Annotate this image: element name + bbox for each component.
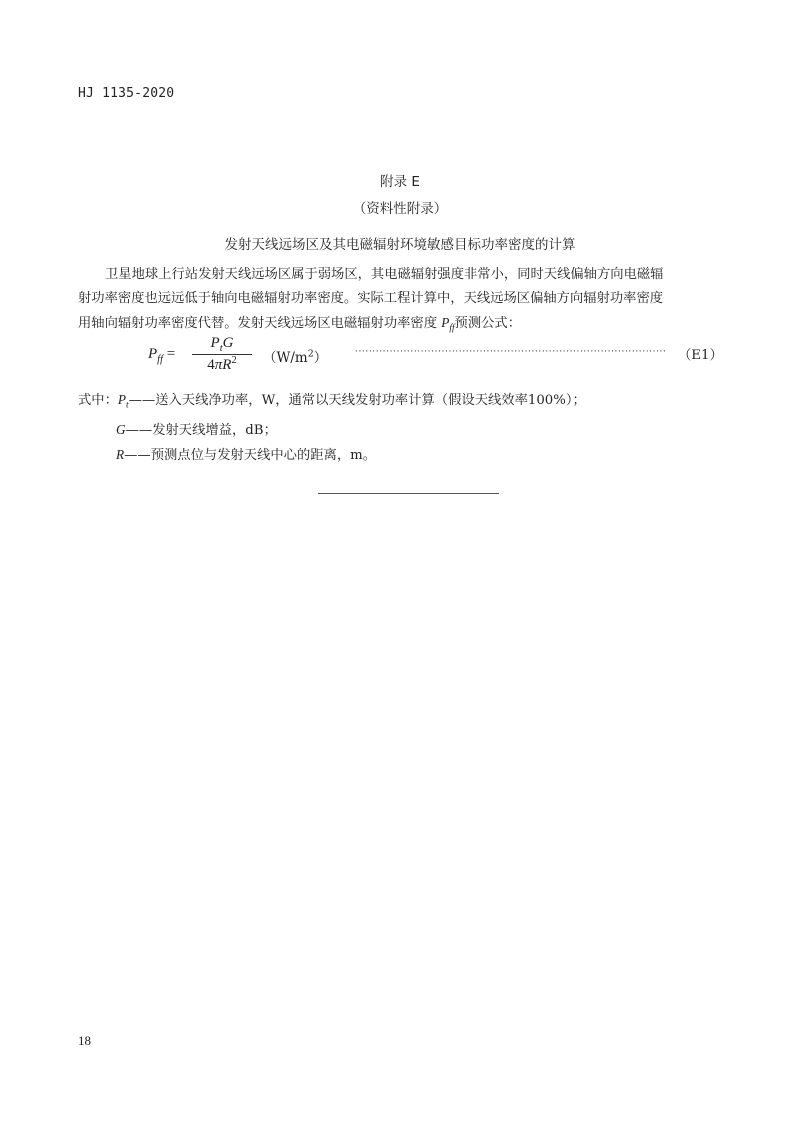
def-text: ——预测点位与发射天线中心的距离，m。: [124, 447, 377, 463]
variable-definitions: [78, 388, 586, 468]
def-symbol: G: [116, 421, 126, 437]
numerator-p-sub: t: [219, 343, 223, 354]
end-rule-divider: [318, 493, 499, 494]
numerator-p: P: [210, 335, 220, 351]
paragraph-line: 卫星地球上行站发射天线远场区属于弱场区，其电磁辐射强度非常小，同时天线偏轴方向电磁辐: [105, 267, 664, 282]
paragraph-tail: 预测公式：: [454, 316, 522, 331]
def-symbol: P: [117, 392, 127, 407]
formula-fraction: [190, 335, 254, 374]
formula-denominator: [190, 355, 254, 374]
symbol-sub-ff: ff: [449, 323, 455, 334]
unit-exp: 2: [307, 348, 314, 360]
leader-dots: ··························································································: [355, 347, 667, 357]
standard-code-header: HJ 1135-2020: [78, 86, 175, 101]
denominator-4: 4: [207, 357, 215, 373]
denominator-exp: 2: [231, 355, 237, 366]
page-number: 18: [78, 1033, 91, 1048]
definition-pt: [78, 388, 586, 418]
numerator-g: G: [222, 335, 234, 351]
formula-lhs-symbol: P: [148, 346, 158, 362]
equation-number: （E1）: [678, 348, 723, 363]
denominator-r: R: [222, 357, 232, 373]
appendix-title: 附录 E: [380, 174, 420, 190]
formula-lhs: [148, 346, 175, 365]
def-text: ——发射天线增益，dB；: [125, 422, 277, 438]
appendix-subtitle: （资料性附录）: [352, 201, 448, 217]
definition-r: [78, 443, 586, 468]
formula-numerator: [190, 335, 254, 354]
def-symbol-sub: t: [126, 400, 129, 411]
paragraph-line: 射功率密度也远远低于轴向电磁辐射功率密度。实际工程计算中，天线远场区偏轴方向辐射功率密度: [78, 291, 664, 306]
body-paragraph: [78, 263, 718, 341]
section-title: 发射天线远场区及其电磁辐射环境敏感目标功率密度的计算: [224, 237, 576, 253]
denominator-pi: π: [214, 357, 223, 373]
formula-lhs-sub: ff: [157, 354, 164, 365]
paragraph-line: [78, 311, 718, 341]
symbol-p: P: [441, 315, 450, 330]
unit-prefix: （W/m: [263, 350, 308, 366]
def-text: ——送入天线净功率，W，通常以天线发射功率计算（假设天线效率100%）；: [128, 393, 586, 408]
formula-equals: =: [163, 346, 176, 362]
paragraph-line-text: 用轴向辐射功率密度代替。发射天线远场区电磁辐射功率密度: [78, 316, 442, 331]
where-intro: 式中：: [78, 393, 118, 408]
def-symbol: R: [116, 446, 125, 462]
unit-suffix: ）: [313, 350, 328, 366]
definition-g: [78, 418, 586, 443]
formula-unit: [263, 346, 327, 366]
